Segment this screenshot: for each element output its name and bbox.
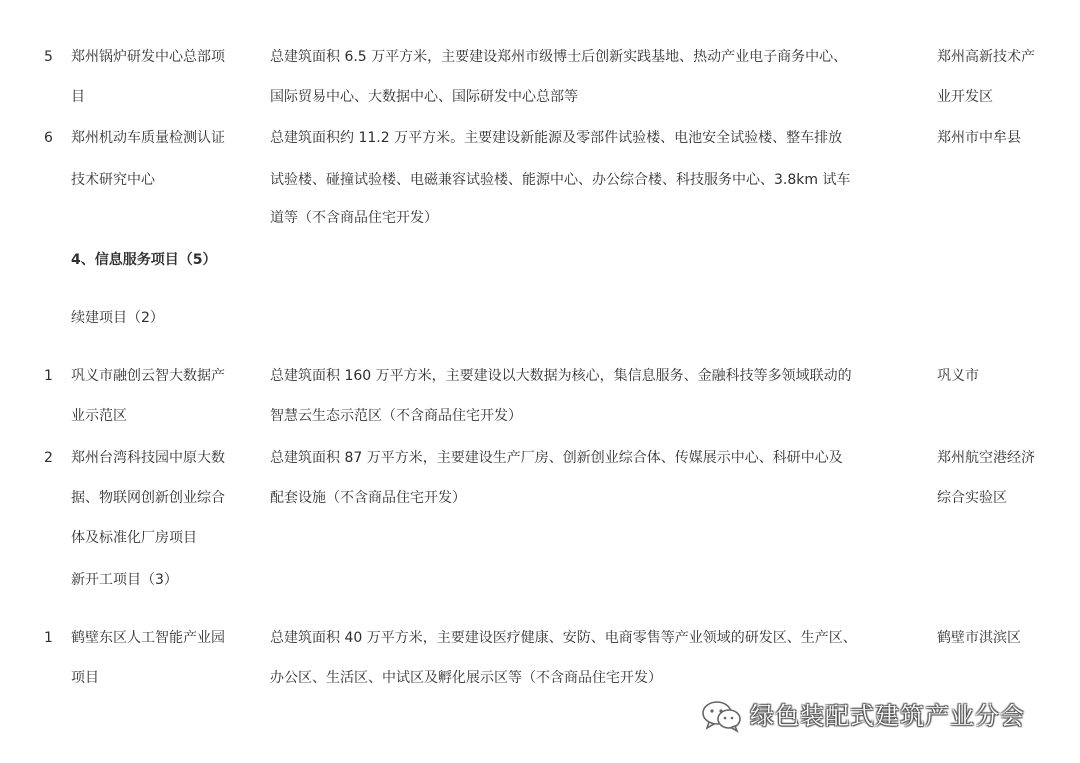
- project-name-line: 郑州机动车质量检测认证: [71, 130, 225, 146]
- project-location-line: 郑州高新技术产: [937, 49, 1035, 65]
- wechat-icon: [700, 698, 744, 734]
- project-desc-line: 道等（不含商品住宅开发）: [270, 210, 438, 226]
- project-location-line: 业开发区: [937, 89, 993, 105]
- project-name-line: 业示范区: [71, 408, 127, 424]
- project-location-line: 鹤壁市淇滨区: [937, 630, 1021, 646]
- subsection-new: 新开工项目（3）: [71, 572, 178, 588]
- row-index: 5: [44, 49, 53, 65]
- project-name-line: 鹤壁东区人工智能产业园: [71, 630, 225, 646]
- project-desc-line: 总建筑面积约 11.2 万平方米。主要建设新能源及零部件试验楼、电池安全试验楼、整车排放: [270, 130, 843, 146]
- project-desc-line: 总建筑面积 40 万平方米，主要建设医疗健康、安防、电商零售等产业领域的研发区、生产区、: [270, 630, 857, 646]
- project-name-line: 目: [71, 89, 85, 105]
- project-desc-line: 总建筑面积 160 万平方米，主要建设以大数据为核心，集信息服务、金融科技等多领域联动的: [270, 368, 852, 384]
- row-index: 6: [44, 130, 53, 146]
- watermark-text: 绿色装配式建筑产业分会: [750, 702, 1025, 730]
- project-desc-line: 配套设施（不含商品住宅开发）: [270, 490, 466, 506]
- row-index: 1: [44, 368, 53, 384]
- watermark: [700, 698, 1025, 734]
- project-desc-line: 国际贸易中心、大数据中心、国际研发中心总部等: [270, 89, 578, 105]
- project-location-line: 综合实验区: [937, 490, 1007, 506]
- project-location-line: 郑州航空港经济: [937, 450, 1035, 466]
- project-location-line: 郑州市中牟县: [937, 130, 1021, 146]
- project-name-line: 郑州锅炉研发中心总部项: [71, 49, 225, 65]
- project-desc-line: 试验楼、碰撞试验楼、电磁兼容试验楼、能源中心、办公综合楼、科技服务中心、3.8km 试车: [270, 172, 851, 188]
- project-name-line: 郑州台湾科技园中原大数: [71, 450, 225, 466]
- project-name-line: 项目: [71, 670, 99, 686]
- section-title: 4、信息服务项目（5）: [71, 252, 217, 268]
- row-index: 2: [44, 450, 53, 466]
- row-index: 1: [44, 630, 53, 646]
- project-location-line: 巩义市: [937, 368, 979, 384]
- project-desc-line: 智慧云生态示范区（不含商品住宅开发）: [270, 408, 522, 424]
- project-name-line: 巩义市融创云智大数据产: [71, 368, 225, 384]
- project-name-line: 技术研究中心: [71, 172, 155, 188]
- project-name-line: 体及标准化厂房项目: [71, 530, 197, 546]
- project-name-line: 据、物联网创新创业综合: [71, 490, 225, 506]
- project-desc-line: 总建筑面积 6.5 万平方米，主要建设郑州市级博士后创新实践基地、热动产业电子商务中心、: [270, 49, 848, 65]
- project-desc-line: 总建筑面积 87 万平方米，主要建设生产厂房、创新创业综合体、传媒展示中心、科研中心及: [270, 450, 843, 466]
- subsection-continued: 续建项目（2）: [71, 310, 164, 326]
- project-desc-line: 办公区、生活区、中试区及孵化展示区等（不含商品住宅开发）: [270, 670, 662, 686]
